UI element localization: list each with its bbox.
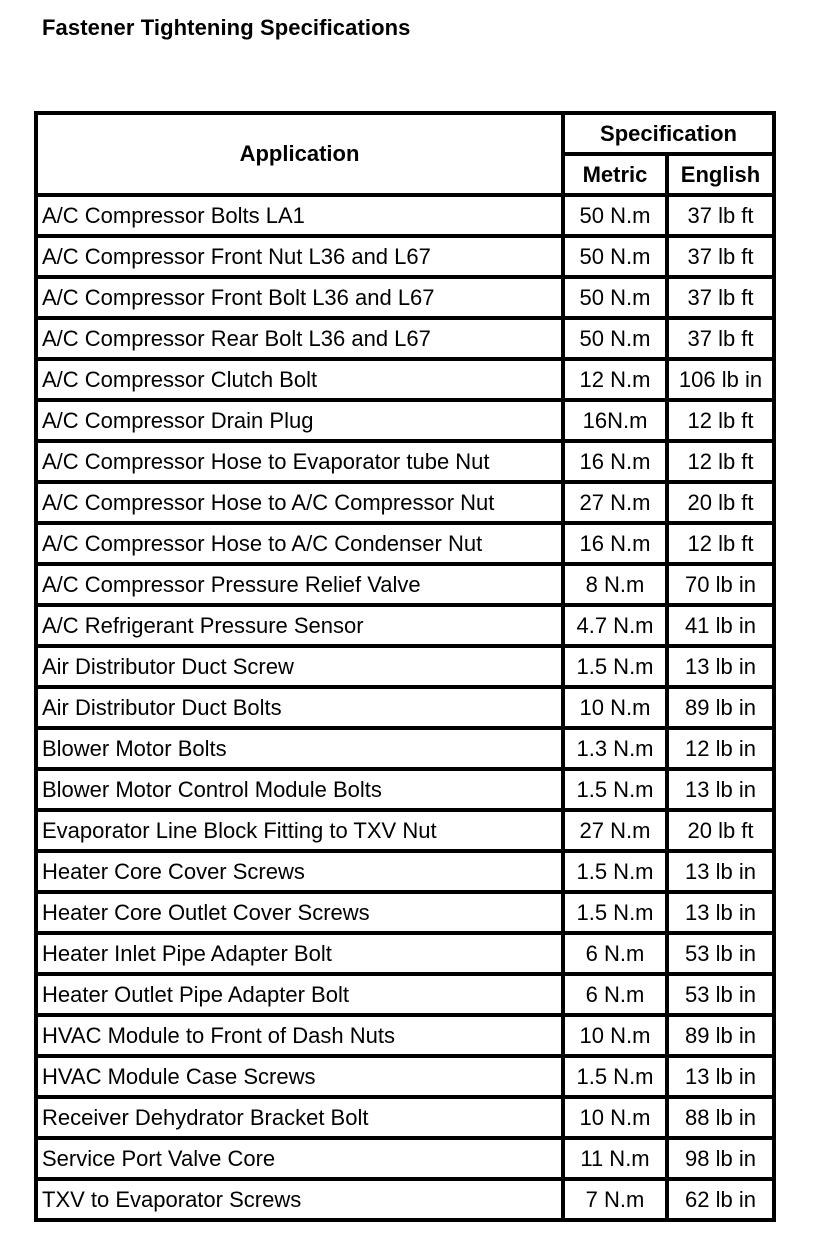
metric-value-cell: 10 N.m <box>565 689 669 730</box>
application-cell: Heater Core Outlet Cover Screws <box>38 894 565 935</box>
metric-value-cell: 50 N.m <box>565 320 669 361</box>
application-cell: HVAC Module to Front of Dash Nuts <box>38 1017 565 1058</box>
english-value-cell: 12 lb ft <box>669 525 776 566</box>
english-value-cell: 41 lb in <box>669 607 776 648</box>
application-cell: Heater Outlet Pipe Adapter Bolt <box>38 976 565 1017</box>
metric-value-cell: 10 N.m <box>565 1017 669 1058</box>
application-cell: A/C Compressor Rear Bolt L36 and L67 <box>38 320 565 361</box>
metric-value-cell: 12 N.m <box>565 361 669 402</box>
english-value-cell: 37 lb ft <box>669 197 776 238</box>
english-value-cell: 53 lb in <box>669 976 776 1017</box>
metric-value-cell: 1.5 N.m <box>565 853 669 894</box>
metric-value-cell: 50 N.m <box>565 279 669 320</box>
table-row <box>38 1181 776 1222</box>
application-cell: Blower Motor Control Module Bolts <box>38 771 565 812</box>
table-row <box>38 197 776 238</box>
table-body <box>38 197 776 1222</box>
english-value-cell: 12 lb ft <box>669 402 776 443</box>
metric-value-cell: 27 N.m <box>565 484 669 525</box>
application-cell: A/C Compressor Front Bolt L36 and L67 <box>38 279 565 320</box>
table-row <box>38 771 776 812</box>
metric-value-cell: 8 N.m <box>565 566 669 607</box>
metric-value-cell: 1.5 N.m <box>565 1058 669 1099</box>
application-cell: Evaporator Line Block Fitting to TXV Nut <box>38 812 565 853</box>
metric-value-cell: 6 N.m <box>565 935 669 976</box>
application-cell: A/C Compressor Drain Plug <box>38 402 565 443</box>
application-cell: Service Port Valve Core <box>38 1140 565 1181</box>
english-value-cell: 12 lb ft <box>669 443 776 484</box>
metric-value-cell: 1.5 N.m <box>565 894 669 935</box>
table-row <box>38 320 776 361</box>
application-cell: A/C Refrigerant Pressure Sensor <box>38 607 565 648</box>
application-cell: Heater Core Cover Screws <box>38 853 565 894</box>
application-cell: TXV to Evaporator Screws <box>38 1181 565 1222</box>
table-row <box>38 607 776 648</box>
metric-value-cell: 16 N.m <box>565 525 669 566</box>
page-title: Fastener Tightening Specifications <box>42 15 411 40</box>
table-header <box>38 115 776 197</box>
metric-value-cell: 16 N.m <box>565 443 669 484</box>
specification-column-header: Specification <box>565 115 776 156</box>
table-row <box>38 853 776 894</box>
english-value-cell: 53 lb in <box>669 935 776 976</box>
table-row <box>38 648 776 689</box>
application-cell: A/C Compressor Hose to A/C Compressor Nut <box>38 484 565 525</box>
english-value-cell: 106 lb in <box>669 361 776 402</box>
english-value-cell: 88 lb in <box>669 1099 776 1140</box>
table-row <box>38 976 776 1017</box>
table-row <box>38 566 776 607</box>
application-cell: Receiver Dehydrator Bracket Bolt <box>38 1099 565 1140</box>
english-value-cell: 13 lb in <box>669 894 776 935</box>
table-row <box>38 484 776 525</box>
metric-value-cell: 6 N.m <box>565 976 669 1017</box>
table-row <box>38 361 776 402</box>
metric-value-cell: 27 N.m <box>565 812 669 853</box>
application-cell: A/C Compressor Bolts LA1 <box>38 197 565 238</box>
english-value-cell: 13 lb in <box>669 853 776 894</box>
application-cell: A/C Compressor Hose to A/C Condenser Nut <box>38 525 565 566</box>
table-row <box>38 1017 776 1058</box>
application-cell: A/C Compressor Clutch Bolt <box>38 361 565 402</box>
metric-value-cell: 11 N.m <box>565 1140 669 1181</box>
english-value-cell: 37 lb ft <box>669 320 776 361</box>
metric-column-header: Metric <box>565 156 669 197</box>
table-row <box>38 1099 776 1140</box>
english-value-cell: 62 lb in <box>669 1181 776 1222</box>
english-value-cell: 13 lb in <box>669 771 776 812</box>
metric-value-cell: 7 N.m <box>565 1181 669 1222</box>
table-row <box>38 730 776 771</box>
english-value-cell: 20 lb ft <box>669 812 776 853</box>
application-cell: Blower Motor Bolts <box>38 730 565 771</box>
application-column-header: Application <box>38 115 565 197</box>
application-cell: HVAC Module Case Screws <box>38 1058 565 1099</box>
metric-value-cell: 4.7 N.m <box>565 607 669 648</box>
english-column-header: English <box>669 156 776 197</box>
metric-value-cell: 50 N.m <box>565 197 669 238</box>
english-value-cell: 12 lb in <box>669 730 776 771</box>
table-row <box>38 238 776 279</box>
metric-value-cell: 10 N.m <box>565 1099 669 1140</box>
table-row <box>38 812 776 853</box>
application-cell: A/C Compressor Pressure Relief Valve <box>38 566 565 607</box>
fastener-spec-table <box>34 111 776 1222</box>
english-value-cell: 20 lb ft <box>669 484 776 525</box>
table-row <box>38 443 776 484</box>
application-cell: Air Distributor Duct Screw <box>38 648 565 689</box>
metric-value-cell: 50 N.m <box>565 238 669 279</box>
english-value-cell: 13 lb in <box>669 648 776 689</box>
english-value-cell: 37 lb ft <box>669 238 776 279</box>
application-cell: Heater Inlet Pipe Adapter Bolt <box>38 935 565 976</box>
metric-value-cell: 1.5 N.m <box>565 771 669 812</box>
metric-value-cell: 1.5 N.m <box>565 648 669 689</box>
english-value-cell: 98 lb in <box>669 1140 776 1181</box>
table-row <box>38 935 776 976</box>
table-row <box>38 402 776 443</box>
application-cell: Air Distributor Duct Bolts <box>38 689 565 730</box>
table-row <box>38 1140 776 1181</box>
english-value-cell: 89 lb in <box>669 689 776 730</box>
table-row <box>38 525 776 566</box>
english-value-cell: 37 lb ft <box>669 279 776 320</box>
english-value-cell: 70 lb in <box>669 566 776 607</box>
metric-value-cell: 16N.m <box>565 402 669 443</box>
application-cell: A/C Compressor Hose to Evaporator tube Nut <box>38 443 565 484</box>
table-row <box>38 689 776 730</box>
metric-value-cell: 1.3 N.m <box>565 730 669 771</box>
table-row <box>38 1058 776 1099</box>
english-value-cell: 89 lb in <box>669 1017 776 1058</box>
table-row <box>38 279 776 320</box>
application-cell: A/C Compressor Front Nut L36 and L67 <box>38 238 565 279</box>
english-value-cell: 13 lb in <box>669 1058 776 1099</box>
table-row <box>38 894 776 935</box>
